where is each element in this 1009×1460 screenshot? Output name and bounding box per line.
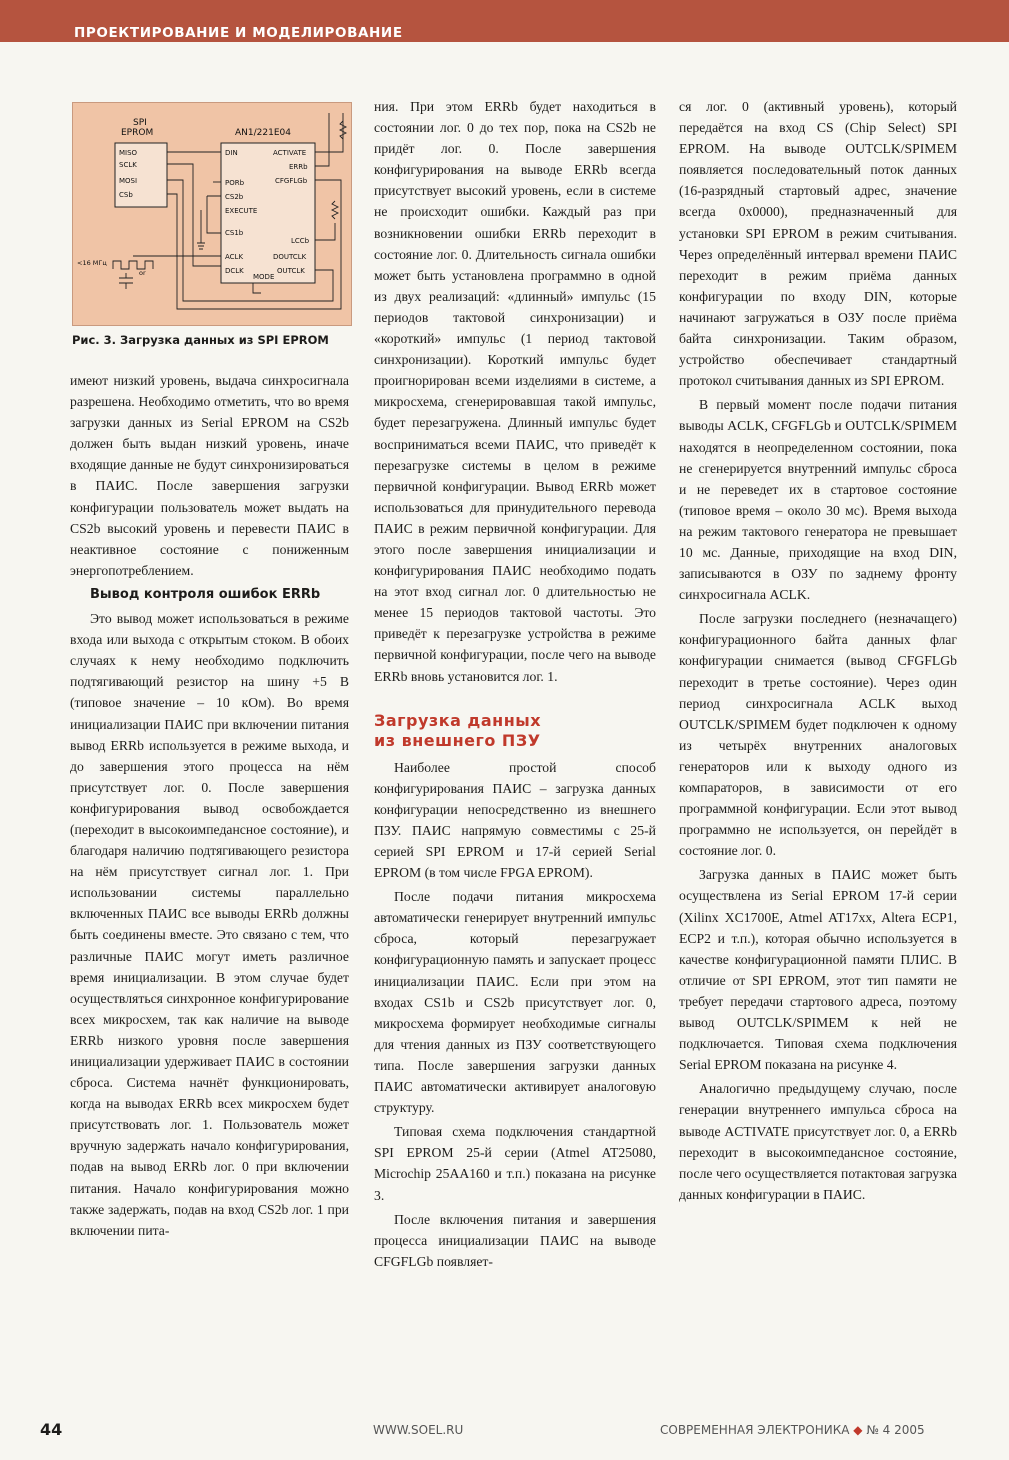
issue-number: № 4 2005 (866, 1423, 925, 1437)
figure-caption: Рис. 3. Загрузка данных из SPI EPROM (72, 333, 329, 347)
pin-cfgflgb: CFGFLGb (275, 177, 308, 185)
pin-mosi: MOSI (119, 177, 138, 185)
section-heading-line-2: из внешнего ПЗУ (374, 730, 541, 750)
column-2 (374, 96, 656, 1272)
pin-execute: EXECUTE (225, 207, 258, 215)
section-title: ПРОЕКТИРОВАНИЕ И МОДЕЛИРОВАНИЕ (74, 25, 403, 41)
figure-3-schematic (72, 102, 352, 326)
subheading-errb: Вывод контроля ошибок ERRb (90, 586, 321, 602)
column-3 (679, 96, 957, 1205)
col2-paragraph-3: После подачи питания микросхема автоматически генерирует внутренний импульс сброса, который перезагружает конфигурационную память и запускает процесс инициализации ПАИС. Если при этом на входах CS1b и CS2b присутствует лог. 0, микросхема формирует необходимые сигналы для чтения данных из ПЗУ соответствующего типа. После завершения загрузки данных ПАИС автоматически активирует аналоговую структуру. (374, 889, 656, 1116)
col3-paragraph-3: После загрузки последнего (незначащего) конфигурационного байта данных флаг конфигурации снимается (вывод CFGFLGb переходит в третье состояние). Через один период синхросигнала ACLK выход OUTCLK/SPIMEM будет подключен к одному из четырёх внутренних аналоговых генераторов или к выходу одного из компараторов, в зависимости от его программной конфигурации. Если этот вывод программно не используется, он перейдёт в состояние лог. 0. (679, 611, 957, 859)
section-header-band (0, 0, 1009, 42)
eprom-label: EPROM (121, 128, 154, 138)
col2-paragraph-1: ния. При этом ERRb будет находиться в состоянии лог. 0 до тех пор, пока на CS2b не придёт лог. 0. После завершения конфигурирования на выводе ERRb всегда присутствует высокий уровень, если в системе не происходит ошибки. Каждый раз при возникновении ошибки ERRb переходит в состояние лог. 0. Длительность сигнала ошибки может быть установлена программно в одной из двух реализаций: «длинный» импульс (15 периодов тактовой синхронизации) и «короткий» импульс (1 период тактовой синхронизации). Короткий импульс будет проигнорирован всеми изделиями в системе, а микросхема, сгенерировавшая такой импульс, будет перезагружена. Длинный импульс будет восприниматься всеми ПАИС, что приведёт к перезагрузке системы в целом в режиме первичной конфигурации. Вывод ERRb может использоваться для принудительного перевода ПАИС в режим первичной конфигурации. Для этого после завершения инициализации и конфигурирования ПАИС необходимо подать на этот вход сигнал лог. 0 длительностью не менее 15 периодов тактовой частоты. Это приведёт к перезагрузке устройства в режиме первичной конфигурации, после чего на выводе ERRb вновь установится лог. 1. (374, 99, 656, 684)
pin-cs1b: CS1b (225, 229, 244, 237)
col3-paragraph-2: В первый момент после подачи питания выводы ACLK, CFGFLGb и OUTCLK/SPIMEM находятся в неопределенном состоянии, пока не сгенерируется внутренний импульс сброса и не переведет их в стартовое состояние (типовое время – около 30 мс). Время выхода на режим тактового генератора не превышает 10 мс. Данные, приходящие на вход DIN, записываются в ОЗУ по заднему фронту синхросигнала ACLK. (679, 397, 957, 603)
col3-paragraph-5: Аналогично предыдущему случаю, после генерации внутреннего импульса сброса на выводе ACTIVATE присутствует лог. 0, а ERRb переходит в высокоимпедансное состояние, после чего осуществляется потактовая загрузка данных конфигурации в ПАИС. (679, 1081, 957, 1202)
column-1 (70, 370, 349, 1241)
pin-doutclk: DOUTCLK (273, 253, 307, 261)
col2-paragraph-5: После включения питания и завершения процесса инициализации ПАИС на выводе CFGFLGb появляет- (374, 1211, 656, 1269)
pin-cs2b: CS2b (225, 193, 244, 201)
pin-csb: CSb (119, 191, 133, 199)
pin-aclk: ACLK (225, 253, 244, 261)
pin-outclk: OUTCLK (277, 267, 305, 275)
schematic-diagram (73, 103, 351, 325)
pin-din: DIN (225, 149, 238, 157)
page-number: 44 (40, 1420, 63, 1439)
col1-paragraph-1: имеют низкий уровень, выдача синхросигнала разрешена. Необходимо отметить, что во время загрузки данных из Serial EPROM на CS2b должен быть выдан низкий уровень, иначе входящие данные не будут синхронизироваться в ПАИС. После завершения загрузки конфигурации пользователь может выдать на CS2b высокий уровень и перевести ПАИС в неактивное состояние с пониженным энергопотреблением. (70, 373, 349, 578)
or-label: or (139, 269, 146, 277)
chip-label: AN1/221E04 (235, 128, 291, 138)
pin-mode: MODE (253, 273, 275, 281)
pin-porb: PORb (225, 179, 245, 187)
footer-magazine (660, 1423, 925, 1437)
col2-paragraph-4: Типовая схема подключения стандартной SPI EPROM 25-й серии (Atmel AT25080, Microchip 25AA160 и т.п.) показана на рисунке 3. (374, 1124, 656, 1203)
spi-label: SPI (133, 118, 147, 128)
pin-errb: ERRb (289, 163, 308, 171)
section-heading (374, 711, 656, 751)
pin-sclk: SCLK (119, 161, 137, 169)
section-heading-line-1: Загрузка данных (374, 710, 542, 730)
footer-url: WWW.SOEL.RU (373, 1423, 464, 1437)
diamond-icon: ◆ (853, 1423, 863, 1437)
pin-dclk: DCLK (225, 267, 244, 275)
magazine-title: СОВРЕМЕННАЯ ЭЛЕКТРОНИКА (660, 1423, 850, 1437)
col1-paragraph-2: Это вывод может использоваться в режиме входа или выхода с открытым стоком. В обоих случаях к нему необходимо подключить подтягивающий резистор на шину +5 В (типовое значение – 10 кОм). Во время инициализации ПАИС при включении питания вывод ERRb используется в режиме выхода, и до завершения этого процесса на нём присутствует лог. 0. После завершения конфигурирования вывод освобождается (переходит в высокоимпедансное состояние), и благодаря наличию подтягивающего резистора на нём присутствует сигнал лог. 1. При использовании системы параллельно включенных ПАИС все выводы ERRb должны быть соединены вместе. Это связано с тем, что различные ПАИС могут иметь различное время инициализации. В этом случае будет осуществляться синхронное конфигурирование всех микросхем, так как наличие на выводе ERRb низкого уровня после завершения инициализации удерживает ПАИС в состоянии сброса. Система начнёт функционировать, когда на выводах ERRb всех микросхем будет присутствовать лог. 1. Пользователь может вручную задержать начало конфигурирования, подав на вывод ERRb лог. 0 при включении питания. Начало конфигурирования можно также задержать, подав на вход CS2b лог. 1 при включении пита- (70, 611, 349, 1238)
col3-paragraph-4: Загрузка данных в ПАИС может быть осуществлена из Serial EPROM 17-й серии (Xilinx XC1700E, Atmel AT17xx, Altera ECP1, ECP2 и т.п.), которая обычно используется в качестве конфигурационной памяти ПЛИС. В отличие от SPI EPROM, этот тип памяти не требует передачи стартового адреса, поэтому вывод OUTCLK/SPIMEM к ней не подключается. Типовая схема подключения Serial EPROM показана на рисунке 4. (679, 867, 957, 1073)
col2-paragraph-2: Наиболее простой способ конфигурирования ПАИС – загрузка данных конфигурации непосредственно из внешнего ПЗУ. ПАИС напрямую совместимы с 25-й серией SPI EPROM и 17-й серией Serial EPROM (в том числе FPGA EPROM). (374, 759, 656, 881)
clock-label: <16 МГц (77, 259, 107, 267)
pin-miso: MISO (119, 149, 138, 157)
pin-activate: ACTIVATE (273, 149, 307, 157)
pin-lccb: LCCb (291, 237, 310, 245)
col3-paragraph-1: ся лог. 0 (активный уровень), который передаётся на вход CS (Chip Select) SPI EPROM. На выводе OUTCLK/SPIMEM появляется последовательный поток данных (16-разрядный стартовый адрес, значение всегда 0x0000), предназначенный для установки SPI EPROM в режим считывания. Через определённый интервал времени ПАИС переходит в режим приёма данных конфигурации по входу DIN, которые начинают загружаться в ОЗУ после приёма байта синхронизации. Таким образом, устройство обеспечивает стандартный протокол считывания данных из SPI EPROM. (679, 99, 957, 389)
clock-waveform (113, 261, 153, 269)
